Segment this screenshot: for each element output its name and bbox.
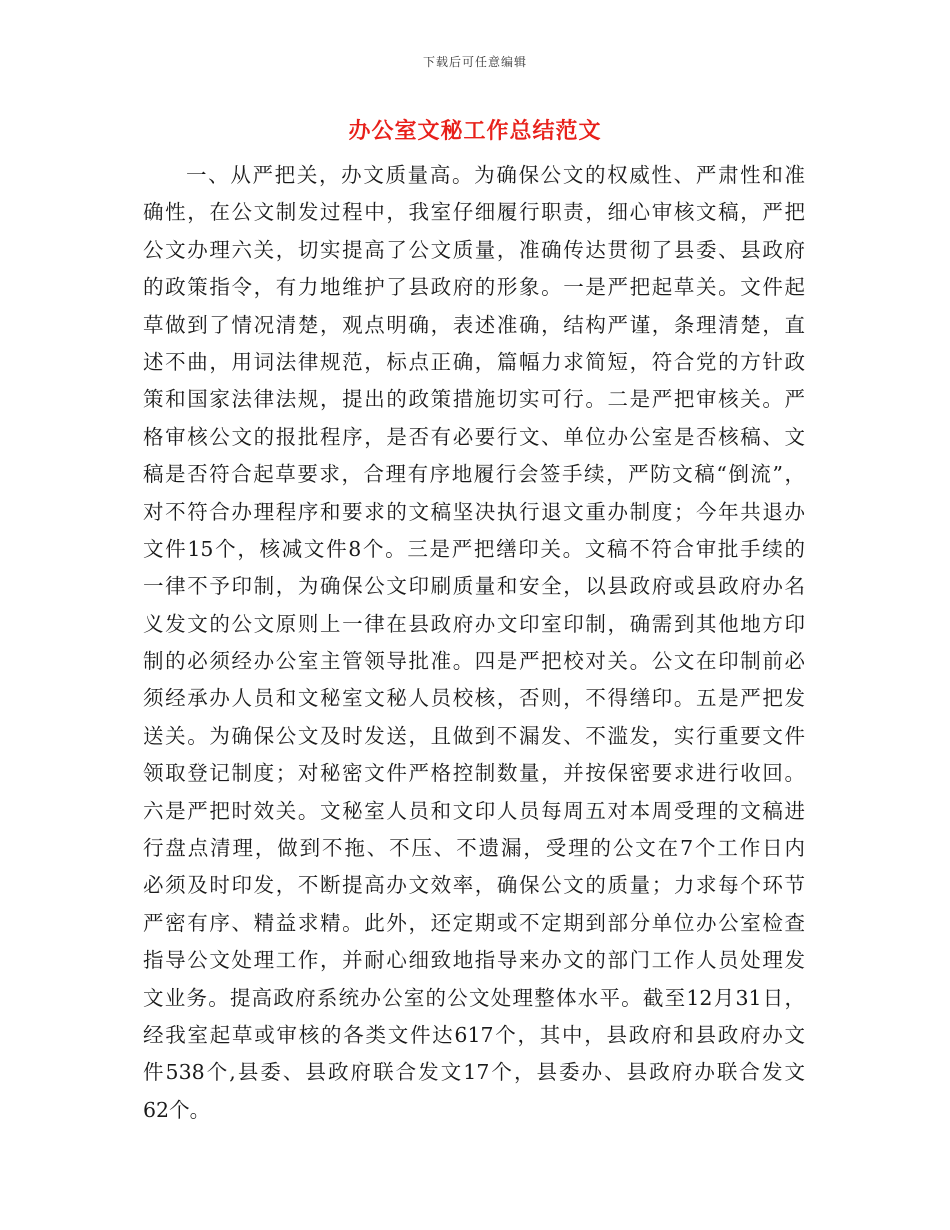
body-line: 对不符合办理程序和要求的文稿坚决执行退文重办制度；今年共退办 bbox=[143, 499, 805, 524]
body-line: 指导公文处理工作，并耐心细致地指导来办文的部门工作人员处理发 bbox=[143, 948, 805, 973]
body-line: 草做到了情况清楚，观点明确，表述准确，结构严谨，条理清楚，直 bbox=[143, 312, 805, 337]
body-line: 62个。 bbox=[143, 1097, 211, 1122]
body-line: 一、从严把关，办文质量高。为确保公文的权威性、严肃性和准 bbox=[186, 163, 805, 187]
body-line: 述不曲，用词法律规范，标点正确，篇幅力求简短，符合党的方针政 bbox=[143, 349, 805, 374]
body-line: 格审核公文的报批程序，是否有必要行文、单位办公室是否核稿、文 bbox=[143, 424, 805, 449]
body-line: 确性，在公文制发过程中，我室仔细履行职责，细心审核文稿，严把 bbox=[143, 200, 805, 225]
document-body bbox=[143, 157, 805, 1129]
body-line: 须经承办人员和文秘室文秘人员校核，否则，不得缮印。五是严把发 bbox=[143, 686, 805, 711]
body-line: 制的必须经办公室主管领导批准。四是严把校对关。公文在印制前必 bbox=[143, 649, 805, 674]
body-line: 送关。为确保公文及时发送，且做到不漏发、不滥发，实行重要文件 bbox=[143, 723, 805, 748]
body-line: 件538个,县委、县政府联合发文17个，县委办、县政府办联合发文 bbox=[143, 1060, 805, 1085]
body-line: 的政策指令，有力地维护了县政府的形象。一是严把起草关。文件起 bbox=[143, 275, 805, 300]
page-header: 下载后可任意编辑 bbox=[422, 55, 527, 69]
body-line: 文业务。提高政府系统办公室的公文处理整体水平。截至12月31日， bbox=[143, 985, 805, 1010]
document-title: 办公室文秘工作总结范文 bbox=[348, 118, 602, 144]
body-line: 六是严把时效关。文秘室人员和文印人员每周五对本周受理的文稿进 bbox=[143, 798, 805, 823]
body-line: 严密有序、精益求精。此外，还定期或不定期到部分单位办公室检查 bbox=[143, 910, 805, 935]
body-line: 经我室起草或审核的各类文件达617个，其中，县政府和县政府办文 bbox=[143, 1022, 805, 1047]
body-line: 稿是否符合起草要求，合理有序地履行会签手续，严防文稿“倒流”， bbox=[143, 462, 805, 487]
body-line: 必须及时印发，不断提高办文效率，确保公文的质量；力求每个环节 bbox=[143, 873, 805, 898]
body-line: 策和国家法律法规，提出的政策措施切实可行。二是严把审核关。严 bbox=[143, 387, 805, 412]
body-line: 义发文的公文原则上一律在县政府办文印室印制，确需到其他地方印 bbox=[143, 611, 805, 636]
body-line: 领取登记制度；对秘密文件严格控制数量，并按保密要求进行收回。 bbox=[143, 761, 805, 786]
body-line: 一律不予印制，为确保公文印刷质量和安全，以县政府或县政府办名 bbox=[143, 574, 805, 599]
body-line: 行盘点清理，做到不拖、不压、不遗漏，受理的公文在7个工作日内 bbox=[143, 836, 805, 861]
body-line: 公文办理六关，切实提高了公文质量，准确传达贯彻了县委、县政府 bbox=[143, 237, 805, 262]
body-line: 文件15个，核减文件8个。三是严把缮印关。文稿不符合审批手续的 bbox=[143, 536, 805, 561]
